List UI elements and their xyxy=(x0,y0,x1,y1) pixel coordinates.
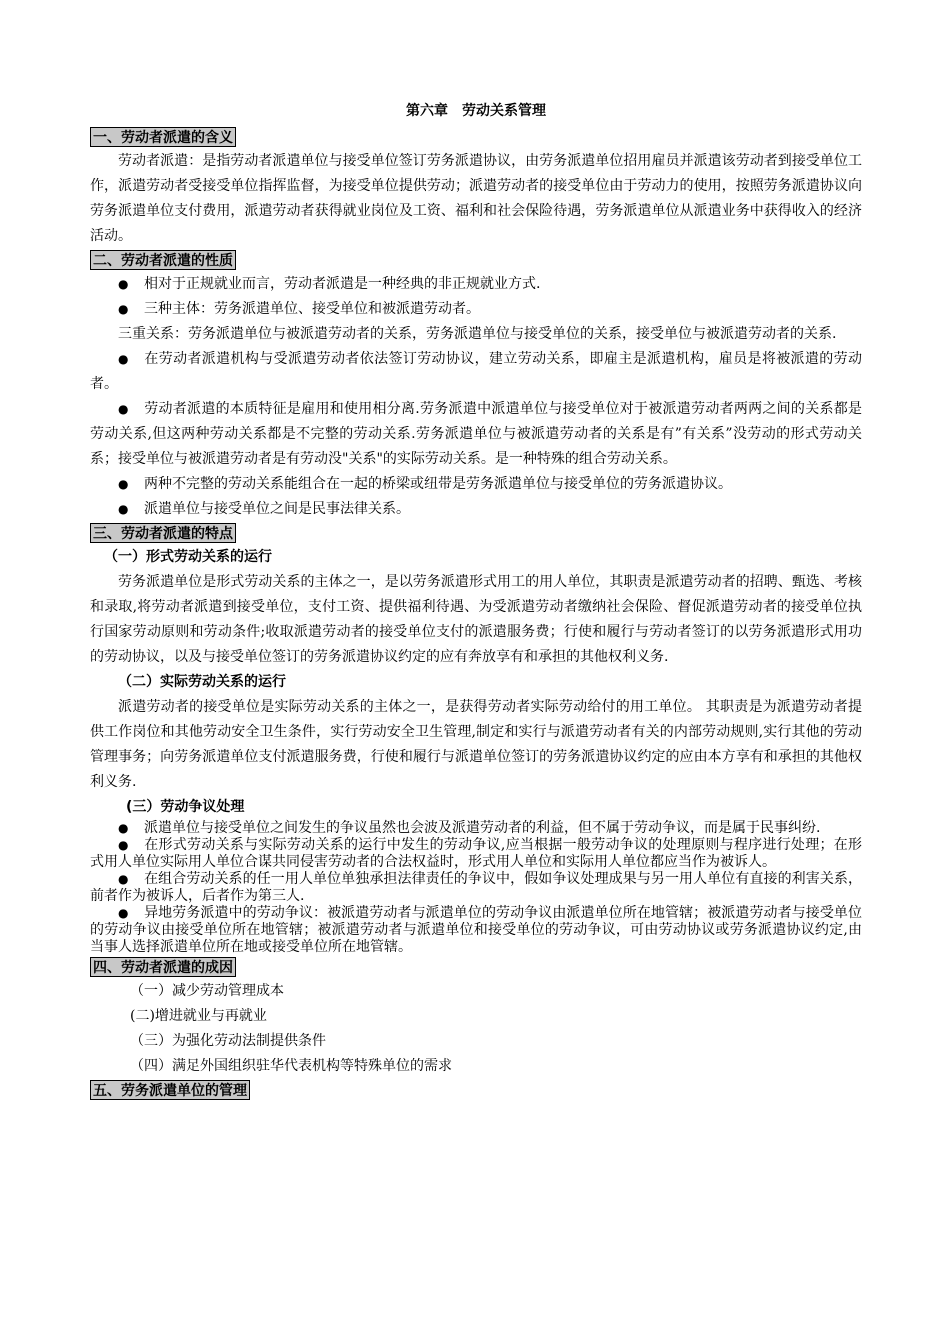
bullet-text: 派遣单位与接受单位之间发生的争议虽然也会波及派遣劳动者的利益，但不属于劳动争议，而是属于民事纠纷. xyxy=(144,820,821,836)
subheading-actual-relation: （二）实际劳动关系的运行 xyxy=(118,674,286,690)
bullet-text: 在组合劳动关系的任一用人单位单独承担法律责任的争议中，假如争议处理成果与另一用人单位有直接的利害关系，前者作为被诉人，后者作为第三人. xyxy=(90,871,862,904)
bullet-text: 异地劳务派遣中的劳动争议：被派遣劳动者与派遣单位的劳动争议由派遣单位所在地管辖；被派遣劳动者与接受单位的劳动争议由接受单位所在地管辖；被派遣劳动者与派遣单位和接受单位的劳动争议，可由劳动协议或劳务派遣协议约定,由当事人选择派遣单位所在地或接受单位所在地管辖。 xyxy=(90,905,862,955)
bullet-icon: ● xyxy=(118,302,129,316)
actual-relation-paragraph: 派遣劳动者的接受单位是实际劳动关系的主体之一，是获得劳动者实际劳动给付的用工单位。 其职责是为派遣劳动者提供工作岗位和其他劳动安全卫生条件，实行劳动安全卫生管理,制定和实行与派遣劳动者有关的内部劳动规则,实行其他的劳动管理事务；向劳务派遣单位支付派遣服务费，行使和履行与派遣单位签订的劳务派遣协议约定的应由本方享有和承担的其他权利义务. xyxy=(90,699,862,790)
section-heading-3: 三、劳动者派遣的特点 xyxy=(90,523,236,543)
nature-bullet-4 xyxy=(90,397,862,472)
bullet-icon: ● xyxy=(118,821,129,835)
bullet-text: 派遣单位与接受单位之间是民事法律关系。 xyxy=(144,501,410,517)
cause-item-1: （一）减少劳动管理成本 xyxy=(130,983,284,999)
subheading-formal-relation: （一）形式劳动关系的运行 xyxy=(104,549,272,565)
nature-bullet-2 xyxy=(90,297,862,322)
triple-relation-paragraph: 三重关系：劳务派遣单位与被派遣劳动者的关系，劳务派遣单位与接受单位的关系，接受单位与被派遣劳动者的关系. xyxy=(118,326,837,342)
nature-bullet-5 xyxy=(90,472,862,497)
dispute-bullet-1 xyxy=(90,820,862,837)
bullet-icon: ● xyxy=(118,838,129,852)
bullet-icon: ● xyxy=(118,352,129,366)
dispute-bullet-2 xyxy=(90,837,862,871)
nature-bullet-6 xyxy=(90,497,862,522)
formal-relation-paragraph: 劳务派遣单位是形式劳动关系的主体之一，是以劳务派遣形式用工的用人单位，其职责是派遣劳动者的招聘、甄选、考核和录取,将劳动者派遣到接受单位，支付工资、提供福利待遇、为受派遣劳动者缴纳社会保险、督促派遣劳动者的接受单位执行国家劳动原则和劳动条件;收取派遣劳动者的接受单位支付的派遣服务费；行使和履行与劳动者签订的以劳务派遣形式用功的劳动协议，以及与接受单位签订的劳务派遣协议约定的应有奔放享有和承担的其他权利义务. xyxy=(90,574,862,665)
cause-item-3: （三）为强化劳动法制提供条件 xyxy=(130,1033,326,1049)
dispute-bullet-3 xyxy=(90,871,862,905)
section-heading-4: 四、劳动者派遣的成因 xyxy=(90,957,236,977)
section-heading-5: 五、劳务派遣单位的管理 xyxy=(90,1080,250,1100)
nature-bullet-1 xyxy=(90,272,862,297)
bullet-text: 相对于正规就业而言，劳动者派遣是一种经典的非正规就业方式. xyxy=(144,276,541,292)
dispute-bullet-4 xyxy=(90,905,862,956)
bullet-text: 两种不完整的劳动关系能组合在一起的桥梁或纽带是劳务派遣单位与接受单位的劳务派遣协议。 xyxy=(144,476,732,492)
subheading-dispute: (三）劳动争议处理 xyxy=(126,799,245,815)
definition-paragraph: 劳动者派遣：是指劳动者派遣单位与接受单位签订劳务派遣协议，由劳务派遣单位招用雇员并派遣该劳动者到接受单位工作，派遣劳动者受接受单位指挥监督，为接受单位提供劳动；派遣劳动者的接受单位由于劳动力的使用，按照劳务派遣协议向劳务派遣单位支付费用，派遣劳动者获得就业岗位及工资、福利和社会保险待遇，劳务派遣单位从派遣业务中获得收入的经济活动。 xyxy=(90,153,862,244)
section-heading-1: 一、劳动者派遣的含义 xyxy=(90,127,236,147)
section-heading-2: 二、劳动者派遣的性质 xyxy=(90,250,236,270)
bullet-text: 在形式劳动关系与实际劳动关系的运行中发生的劳动争议,应当根据一般劳动争议的处理原则与程序进行处理；在形式用人单位实际用人单位合谋共同侵害劳动者的合法权益时，形式用人单位和实际用人单位都应当作为被诉人。 xyxy=(90,837,862,870)
chapter-title: 第六章 劳动关系管理 xyxy=(406,103,546,119)
bullet-icon: ● xyxy=(118,477,129,491)
document-page xyxy=(90,96,862,1102)
cause-item-2: (二)增进就业与再就业 xyxy=(130,1008,267,1024)
nature-bullet-3 xyxy=(90,347,862,397)
cause-item-4: （四）满足外国组织驻华代表机构等特殊单位的需求 xyxy=(130,1058,452,1074)
bullet-icon: ● xyxy=(118,502,129,516)
bullet-icon: ● xyxy=(118,872,129,886)
bullet-text: 三种主体：劳务派遣单位、接受单位和被派遣劳动者。 xyxy=(144,301,480,317)
bullet-icon: ● xyxy=(118,402,129,416)
bullet-text: 劳动者派遣的本质特征是雇用和使用相分离.劳务派遣中派遣单位与接受单位对于被派遣劳动者两两之间的关系都是劳动关系,但这两种劳动关系都是不完整的劳动关系.劳务派遣单位与被派遣劳动者的关系是有”有关系”没劳动的形式劳动关系；接受单位与被派遣劳动者是有劳动没"关系"的实际劳动关系。是一种特殊的组合劳动关系。 xyxy=(90,401,862,467)
bullet-text: 在劳动者派遣机构与受派遣劳动者依法签订劳动协议，建立劳动关系，即雇主是派遣机构，雇员是将被派遣的劳动者。 xyxy=(90,351,862,392)
bullet-icon: ● xyxy=(118,277,129,291)
bullet-icon: ● xyxy=(118,906,129,920)
